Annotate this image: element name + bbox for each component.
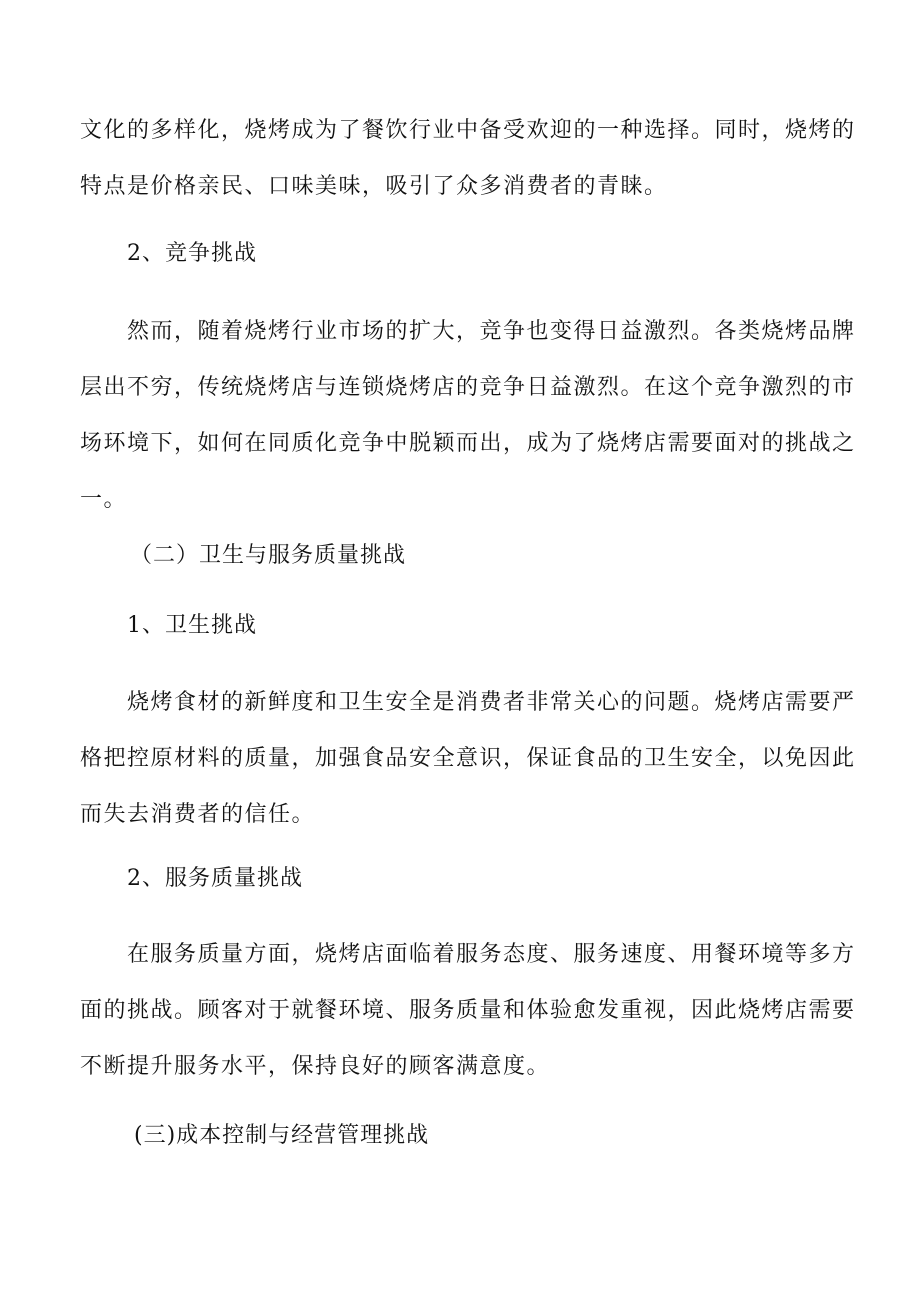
- text-line: 特点是价格亲民、口味美味，吸引了众多消费者的青睐。: [80, 174, 668, 199]
- text-line: 格把控原材料的质量，加强食品安全意识，保证食品的卫生安全，以免因此: [80, 746, 856, 771]
- heading-section-cost-management: (三)成本控制与经营管理挑战: [134, 1123, 430, 1148]
- text-line: 一。: [80, 487, 128, 512]
- text-line: 烧烤食材的新鲜度和卫生安全是消费者非常关心的问题。烧烤店需要严: [127, 690, 856, 715]
- paragraph-culture-diversity: [80, 103, 856, 215]
- paragraph-competition: [80, 304, 856, 528]
- heading-service-challenge: 2、服务质量挑战: [127, 866, 303, 891]
- heading-hygiene-challenge: 1、卫生挑战: [127, 613, 257, 638]
- text-line: 在服务质量方面，烧烤店面临着服务态度、服务速度、用餐环境等多方: [127, 942, 856, 967]
- text-line: 面的挑战。顾客对于就餐环境、服务质量和体验愈发重视，因此烧烤店需要: [80, 998, 856, 1023]
- text-line: 不断提升服务水平，保持良好的顾客满意度。: [80, 1054, 551, 1079]
- text-line: 场环境下，如何在同质化竞争中脱颖而出，成为了烧烤店需要面对的挑战之: [80, 431, 856, 456]
- text-line: 文化的多样化，烧烤成为了餐饮行业中备受欢迎的一种选择。同时，烧烤的: [80, 118, 856, 143]
- heading-competition-challenge: 2、竞争挑战: [127, 241, 257, 266]
- text-line: 然而，随着烧烤行业市场的扩大，竞争也变得日益激烈。各类烧烤品牌: [127, 319, 856, 344]
- paragraph-service: [80, 927, 856, 1095]
- text-line: 层出不穷，传统烧烤店与连锁烧烤店的竞争日益激烈。在这个竞争激烈的市: [80, 375, 856, 400]
- paragraph-hygiene: [80, 675, 856, 843]
- text-line: 而失去消费者的信任。: [80, 802, 316, 827]
- heading-section-hygiene-service: （二）卫生与服务质量挑战: [130, 543, 407, 568]
